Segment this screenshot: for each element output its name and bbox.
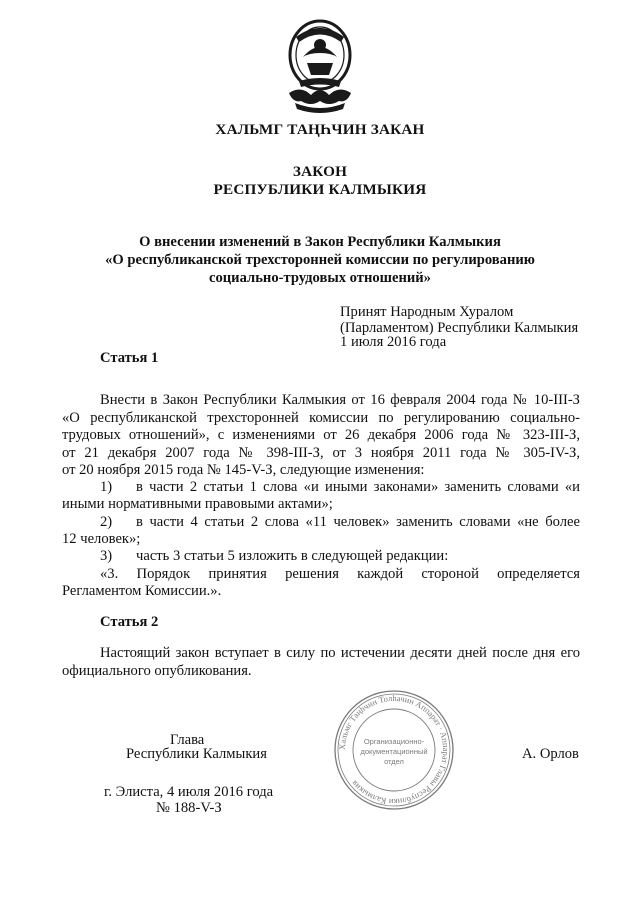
quoted-text-line2: Регламентом Комиссии.». [62, 583, 222, 599]
article-2-paragraph-line2: официального опубликования. [62, 663, 252, 679]
adoption-date: 1 июля 2016 года [340, 334, 447, 350]
article-1-paragraph-line5: от 20 ноября 2015 года № 145-V-З, следующие изменения: [62, 462, 425, 478]
article-2-paragraph-line1: Настоящий закон вступает в силу по истечении десяти дней после дня его [100, 645, 580, 661]
adoption-line1: Принят Народным Хуралом [340, 304, 514, 320]
article-1-paragraph-line2: «О республиканской трехсторонней комиссии по регулированию социально- [62, 410, 580, 426]
republic-heading: РЕСПУБЛИКИ КАЛМЫКИЯ [213, 181, 427, 198]
article-1-paragraph-line1: Внести в Закон Республики Калмыкия от 16 февраля 2004 года № 10-III-З [100, 392, 580, 408]
item-3-number: 3) [100, 548, 113, 564]
item-2-line1: в части 4 статьи 2 слова «11 человек» заменить словами «не более [136, 514, 580, 530]
stamp-ring-text: Хальмг Таңһчин Толһачин Аппарат · Аппарат Главы Республики Калмыкия [336, 692, 452, 808]
stamp-center-line3: отдел [384, 757, 404, 766]
item-1-number: 1) [100, 479, 113, 495]
place-and-date: г. Элиста, 4 июля 2016 года [104, 784, 274, 800]
article-1-paragraph-line3: трудовых отношений», с изменениями от 26 декабря 2006 года № 323-III-З, [62, 427, 580, 443]
quoted-text-line1: «3. Порядок принятия решения каждой стороной определяется [100, 566, 580, 582]
article-2-heading: Статья 2 [100, 614, 159, 630]
article-1-heading: Статья 1 [100, 350, 159, 366]
kalmyk-law-title: ХАЛЬМГ ТАҢҺЧИН ЗАКАН [215, 121, 425, 138]
signatory-position-line1: Глава [170, 732, 205, 748]
law-number: № 188-V-З [156, 800, 222, 816]
item-1-line2: иными нормативными правовыми актами»; [62, 496, 333, 512]
law-title-line3: социально-трудовых отношений» [209, 270, 431, 286]
item-2-line2: 12 человек»; [62, 531, 141, 547]
law-heading: ЗАКОН [292, 163, 348, 180]
signatory-name: А. Орлов [522, 746, 579, 762]
official-seal-stamp [332, 688, 456, 812]
signatory-position-line2: Республики Калмыкия [126, 746, 267, 762]
kalmykia-emblem-icon [281, 15, 359, 115]
article-1-paragraph-line4: от 21 декабря 2007 года № 398-III-З, от 3 ноября 2011 года № 305-IV-З, [62, 445, 580, 461]
stamp-center-line2: документационный [360, 747, 428, 756]
law-title-line1: О внесении изменений в Закон Республики Калмыкия [139, 234, 501, 250]
law-title-line2: «О республиканской трехсторонней комиссии по регулированию [105, 252, 535, 268]
item-3-line1: часть 3 статьи 5 изложить в следующей редакции: [136, 548, 449, 564]
stamp-center-line1: Организационно- [363, 737, 425, 746]
item-1-line1: в части 2 статьи 1 слова «и иными законами» заменить словами «и [136, 479, 580, 495]
adoption-line2: (Парламентом) Республики Калмыкия [340, 320, 579, 336]
item-2-number: 2) [100, 514, 113, 530]
